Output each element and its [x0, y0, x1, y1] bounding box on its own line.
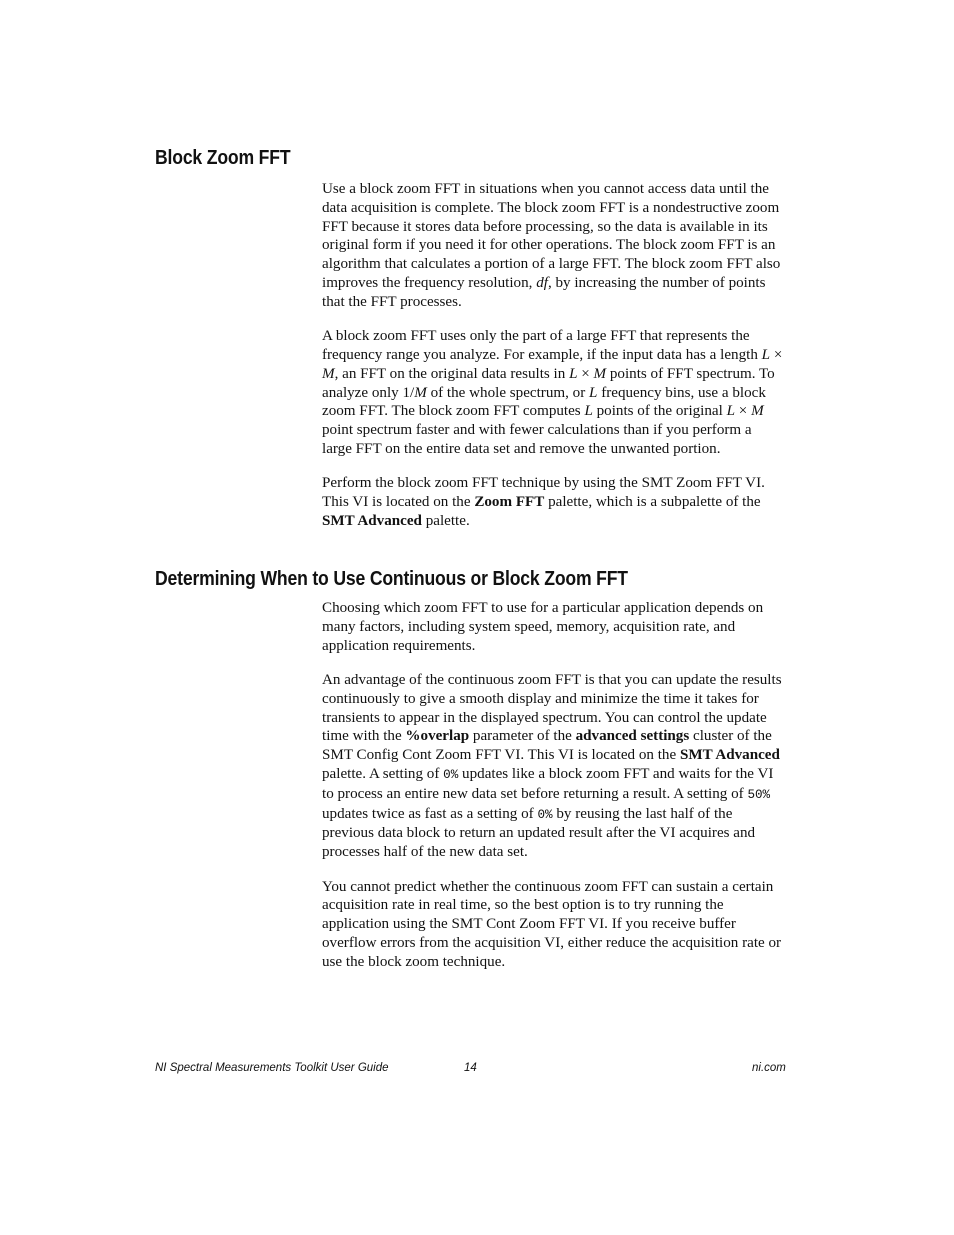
- footer-site-link[interactable]: ni.com: [752, 1062, 786, 1074]
- paragraph: You cannot predict whether the continuous zoom FFT can sustain a certain acquisition rate in real time, so the best option is to try running the application using the SMT Cont Zoom FFT VI. If you receive buffer overflow errors from the acquisition VI, either reduce the acquisition rate or use the block zoom technique.: [322, 878, 782, 970]
- paragraph: Perform the block zoom FFT technique by using the SMT Zoom FFT VI. This VI is located on the Zoom FFT palette, which is a subpalette of the SMT Advanced palette.: [322, 475, 765, 529]
- paragraph: An advantage of the continuous zoom FFT is that you can update the results continuously to give a smooth display and minimize the time it takes for transients to appear in the displayed spectrum. You can control the update time with the %overlap parameter of the advanced settings cluster of the SMT Config Cont Zoom FFT VI. This VI is located on the SMT Advanced palette. A setting of 0% updates like a block zoom FFT and waits for the VI to process an entire new data set before returning a result. A setting of 50% updates twice as fast as a setting of 0% by reusing the last half of the previous data block to return an updated result after the VI acquires and processes half of the new data set.: [322, 671, 782, 861]
- section-heading-determining: Determining When to Use Continuous or Block Zoom FFT: [155, 568, 628, 590]
- section-body-determining: [322, 599, 784, 987]
- footer-page-number: 14: [464, 1062, 477, 1074]
- paragraph: A block zoom FFT uses only the part of a large FFT that represents the frequency range you analyze. For example, if the input data has a length L × M, an FFT on the original data results in L × M points of FFT spectrum. To analyze only 1/M of the whole spectrum, or L frequency bins, use a block zoom FFT. The block zoom FFT computes L points of the original L × M point spectrum faster and with fewer calculations than if you perform a large FFT on the entire data set and remove the unwanted portion.: [322, 328, 783, 457]
- footer-title: NI Spectral Measurements Toolkit User Guide: [155, 1062, 389, 1074]
- section-heading-block-zoom-fft: Block Zoom FFT: [155, 147, 291, 169]
- paragraph: Choosing which zoom FFT to use for a particular application depends on many factors, including system speed, memory, acquisition rate, and application requirements.: [322, 600, 764, 654]
- paragraph: Use a block zoom FFT in situations when you cannot access data until the data acquisition is complete. The block zoom FFT is a nondestructive zoom FFT because it stores data before processing, so the data is available in its original form if you need it for other operations. The block zoom FFT is an algorithm that calculates a portion of a large FFT. The block zoom FFT also improves the frequency resolution, df, by increasing the number of points that the FFT processes.: [322, 181, 781, 310]
- section-body-block-zoom-fft: [322, 180, 784, 546]
